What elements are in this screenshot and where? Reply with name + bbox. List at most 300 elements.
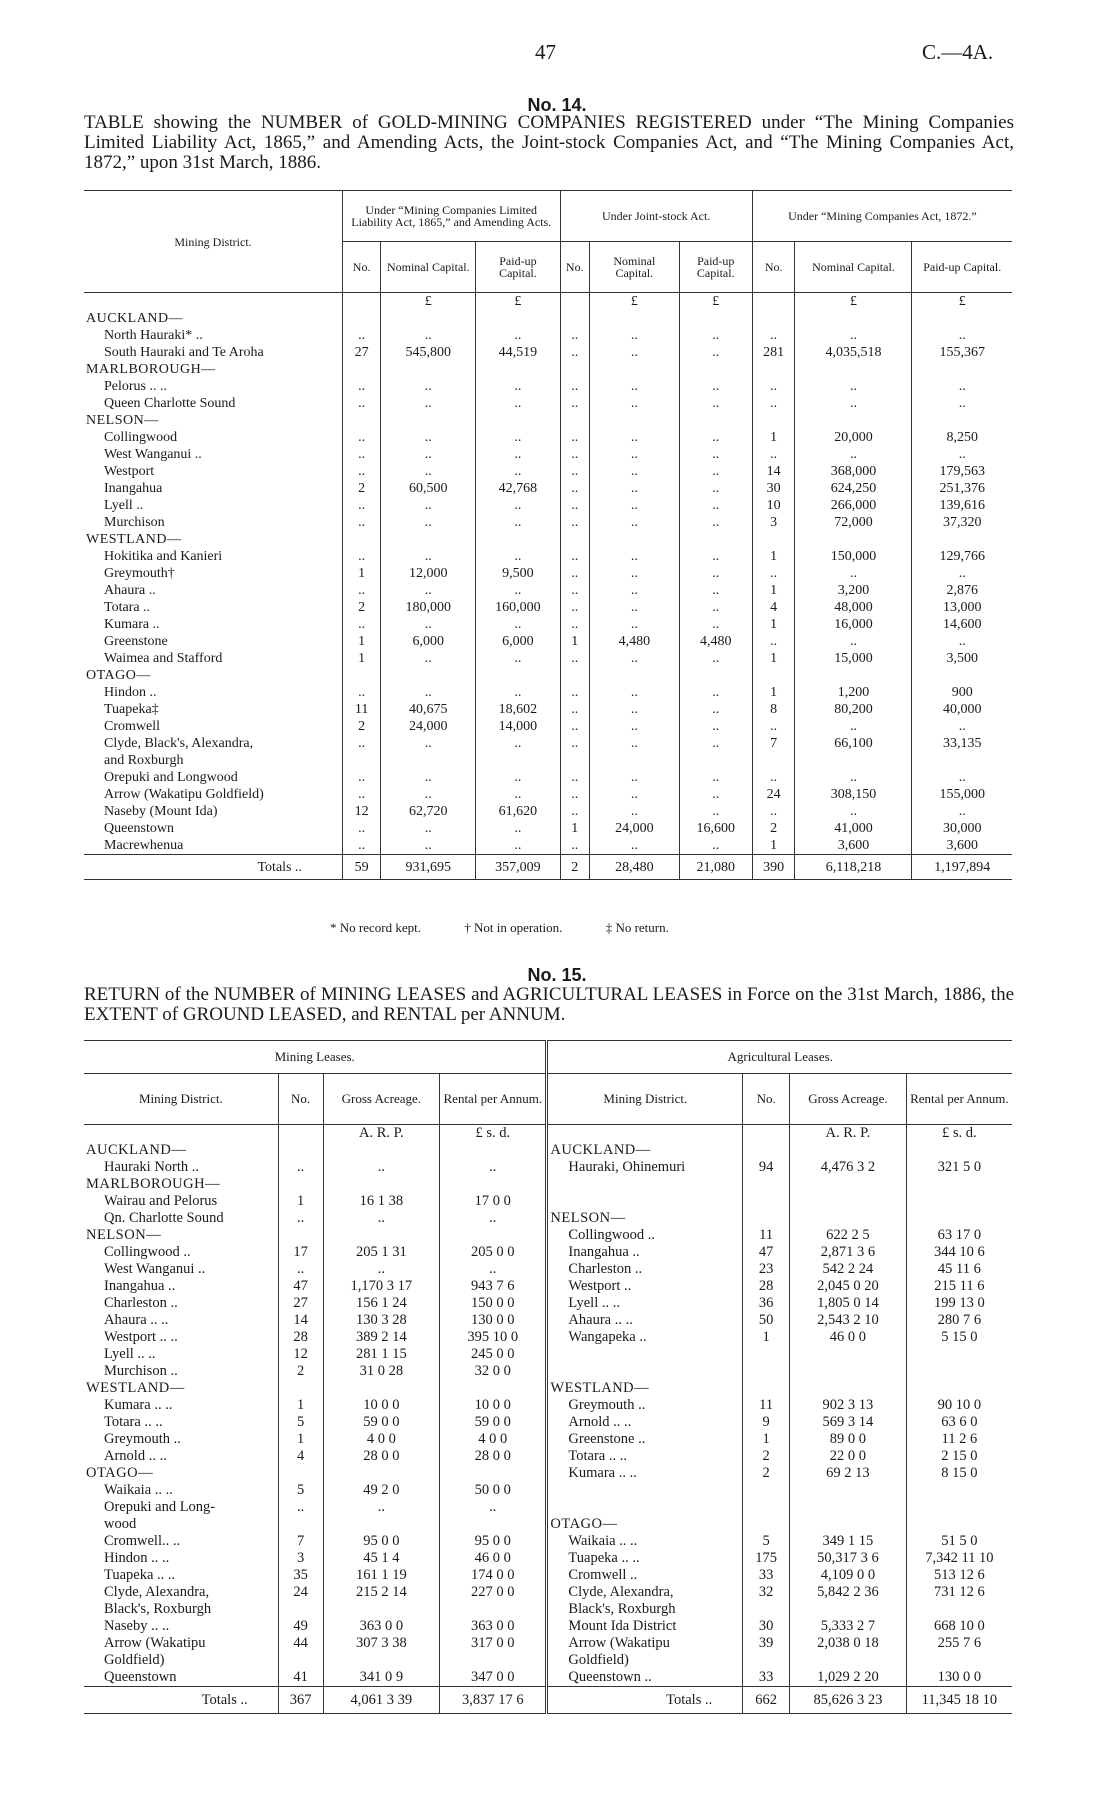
district-name: Collingwood [104, 430, 178, 445]
rental: 347 0 0 [440, 1669, 547, 1687]
gross-acreage [323, 1652, 440, 1669]
currency-row [84, 293, 1012, 311]
table-row [84, 701, 1012, 718]
lease-count [743, 1601, 790, 1618]
rental: 205 0 0 [440, 1244, 547, 1261]
rental: .. [440, 1159, 547, 1176]
cell-value [912, 361, 1012, 378]
cell-value: 1 [560, 820, 590, 837]
cell-value: 1 [343, 565, 381, 582]
cell-value: .. [476, 786, 560, 803]
table-row [84, 1431, 1012, 1448]
cell-value: 3,600 [795, 837, 912, 855]
cell-value [752, 667, 795, 684]
cell-value: .. [343, 429, 381, 446]
cell-value [476, 310, 560, 327]
region-heading: OTAGO— [86, 668, 151, 683]
rental: 11 2 6 [906, 1431, 1012, 1448]
rental: 46 0 0 [440, 1550, 547, 1567]
gross-acreage: 542 2 24 [790, 1261, 907, 1278]
cell-value: .. [679, 480, 752, 497]
cell-value: .. [679, 429, 752, 446]
cell-value: .. [795, 395, 912, 412]
table-row [84, 1329, 1012, 1346]
lease-count [278, 1142, 323, 1159]
district-name: Clyde, Alexandra, [104, 1584, 210, 1600]
cell-value: .. [590, 378, 680, 395]
cell-value [679, 361, 752, 378]
total-value: 662 [743, 1687, 790, 1714]
cell-value [343, 667, 381, 684]
region-heading-row [84, 531, 1012, 548]
cell-value [590, 310, 680, 327]
cell-value: 20,000 [795, 429, 912, 446]
rental: 2 15 0 [906, 1448, 1012, 1465]
cell-value: 80,200 [795, 701, 912, 718]
totals-label: Totals .. [257, 859, 302, 875]
district-name: Queenstown [104, 1669, 177, 1685]
rental: 10 0 0 [440, 1397, 547, 1414]
region-heading: OTAGO— [547, 1516, 743, 1533]
pound-sign: £ [912, 293, 1012, 311]
cell-value [343, 412, 381, 429]
table-row [84, 1584, 1012, 1601]
cell-value: 24 [752, 786, 795, 803]
cell-value: .. [795, 769, 912, 786]
cell-value: .. [590, 701, 680, 718]
cell-value: .. [381, 395, 476, 412]
cell-value: .. [343, 514, 381, 531]
gross-acreage: 2,543 2 10 [790, 1312, 907, 1329]
cell-value: .. [590, 344, 680, 361]
table-14-caption: TABLE showing the NUMBER of GOLD-MINING COMPANIES REGISTERED under “The Mining Companies Limited Liability Act, 1865,” and Amending Acts, the Joint-stock Companies Act, and “The Mining Companies Act, 1872,” upon 31st March, 1886. [84, 112, 1014, 173]
lease-count: 4 [278, 1448, 323, 1465]
table-row [84, 1482, 1012, 1499]
table-14-number: No. 14. [527, 95, 587, 115]
cell-value: .. [343, 616, 381, 633]
district-name: Hokitika and Kanieri [104, 549, 223, 564]
gross-acreage: 69 2 13 [790, 1465, 907, 1482]
district-name: Goldfield) [104, 1652, 165, 1668]
cell-value [343, 531, 381, 548]
lease-count: 1 [278, 1397, 323, 1414]
col-no: No. [560, 242, 590, 293]
gross-acreage: 902 3 13 [790, 1397, 907, 1414]
lease-count: 35 [278, 1567, 323, 1584]
table-row [84, 1652, 1012, 1669]
rental [440, 1227, 547, 1244]
total-value: 21,080 [679, 855, 752, 880]
cell-value: 66,100 [795, 735, 912, 752]
rental: 395 10 0 [440, 1329, 547, 1346]
lease-count: 23 [743, 1261, 790, 1278]
district-name: Greenstone .. [547, 1431, 743, 1448]
cell-value [679, 667, 752, 684]
lease-count [278, 1601, 323, 1618]
district-name: Lyell .. .. [547, 1295, 743, 1312]
cell-value [752, 752, 795, 769]
district-name: Mount Ida District [547, 1618, 743, 1635]
cell-value: 15,000 [795, 650, 912, 667]
gross-acreage: .. [323, 1499, 440, 1516]
table-row [84, 769, 1012, 786]
lease-count [743, 1346, 790, 1363]
table-row [84, 344, 1012, 361]
col-paidup: Paid-up Capital. [679, 242, 752, 293]
gross-acreage [790, 1516, 907, 1533]
region-heading: AUCKLAND— [86, 311, 184, 326]
footnote: † Not in operation. [464, 920, 563, 935]
cell-value [560, 310, 590, 327]
cell-value: .. [590, 429, 680, 446]
district-name: Kumara .. [104, 617, 160, 632]
col-no: No. [278, 1074, 323, 1125]
table-row [84, 1516, 1012, 1533]
cell-value: 281 [752, 344, 795, 361]
cell-value: .. [912, 803, 1012, 820]
region-heading-row [84, 667, 1012, 684]
table-14-footnotes [330, 920, 709, 936]
rental [906, 1482, 1012, 1499]
cell-value: .. [912, 446, 1012, 463]
district-name: Arrow (Wakatipu [104, 1635, 206, 1651]
rental: 4 0 0 [440, 1431, 547, 1448]
cell-value: .. [795, 446, 912, 463]
total-value: 6,118,218 [795, 855, 912, 880]
cell-value: .. [679, 786, 752, 803]
cell-value: 179,563 [912, 463, 1012, 480]
cell-value: .. [381, 446, 476, 463]
table-row [84, 582, 1012, 599]
cell-value: .. [912, 327, 1012, 344]
table-14-body [84, 293, 1012, 855]
cell-value: 27 [343, 344, 381, 361]
cell-value: .. [381, 548, 476, 565]
cell-value: .. [590, 497, 680, 514]
col-group-joint-stock: Under Joint-stock Act. [560, 191, 752, 242]
lease-count: 27 [278, 1295, 323, 1312]
cell-value: .. [381, 327, 476, 344]
district-name: and Roxburgh [104, 753, 184, 768]
cell-value: 42,768 [476, 480, 560, 497]
cell-value: 24,000 [590, 820, 680, 837]
cell-value: 6,000 [476, 633, 560, 650]
cell-value: 16,600 [679, 820, 752, 837]
cell-value: 308,150 [795, 786, 912, 803]
col-nominal: Nominal Capital. [795, 242, 912, 293]
table-row [84, 1465, 1012, 1482]
cell-value: .. [590, 395, 680, 412]
cell-value [381, 361, 476, 378]
gross-acreage [790, 1346, 907, 1363]
cell-value: 40,000 [912, 701, 1012, 718]
district-name: Kumara .. .. [547, 1465, 743, 1482]
region-heading: AUCKLAND— [547, 1142, 743, 1159]
cell-value: .. [560, 327, 590, 344]
cell-value [752, 412, 795, 429]
lease-count: 33 [743, 1567, 790, 1584]
gross-acreage: 1,805 0 14 [790, 1295, 907, 1312]
lease-count: 41 [278, 1669, 323, 1687]
lease-count: 47 [743, 1244, 790, 1261]
lease-count [278, 1380, 323, 1397]
unit-label: £ s. d. [906, 1125, 1012, 1143]
pound-sign: £ [590, 293, 680, 311]
cell-value [912, 667, 1012, 684]
cell-value: 14,600 [912, 616, 1012, 633]
cell-value: 7 [752, 735, 795, 752]
cell-value [795, 361, 912, 378]
cell-value: 251,376 [912, 480, 1012, 497]
page-number: 47 [535, 40, 556, 64]
lease-count: 14 [278, 1312, 323, 1329]
district-name: Cromwell [104, 719, 160, 734]
cell-value: .. [590, 837, 680, 855]
district-name: Charleston .. [547, 1261, 743, 1278]
rental: 5 15 0 [906, 1329, 1012, 1346]
cell-value [912, 310, 1012, 327]
rental: .. [440, 1261, 547, 1278]
cell-value: .. [912, 395, 1012, 412]
cell-value: 2,876 [912, 582, 1012, 599]
cell-value: .. [590, 718, 680, 735]
cell-value [590, 531, 680, 548]
gross-acreage [790, 1652, 907, 1669]
gross-acreage [323, 1227, 440, 1244]
col-mining-district: Mining District. [138, 1091, 223, 1106]
district-name: Tuapeka‡ [104, 702, 159, 717]
cell-value: .. [752, 565, 795, 582]
rental: 668 10 0 [906, 1618, 1012, 1635]
col-group-agricultural-leases: Agricultural Leases. [547, 1041, 1012, 1074]
cell-value: .. [679, 616, 752, 633]
cell-value: 1 [752, 650, 795, 667]
cell-value [679, 310, 752, 327]
col-paidup: Paid-up Capital. [912, 242, 1012, 293]
col-rental: Rental per Annum. [440, 1074, 547, 1125]
lease-count: 7 [278, 1533, 323, 1550]
district-name: Inangahua .. [104, 1278, 176, 1294]
rental: 174 0 0 [440, 1567, 547, 1584]
district-name: South Hauraki and Te Aroha [104, 345, 264, 360]
pound-sign: £ [679, 293, 752, 311]
cell-value: .. [476, 769, 560, 786]
table-row [84, 1363, 1012, 1380]
table-row [84, 616, 1012, 633]
lease-count: 39 [743, 1635, 790, 1652]
rental: 130 0 0 [906, 1669, 1012, 1687]
col-group-1872-act: Under “Mining Companies Act, 1872.” [752, 191, 1012, 242]
lease-count [743, 1499, 790, 1516]
district-name: Wairau and Pelorus [104, 1193, 218, 1209]
document-reference: C.—4A. [922, 40, 994, 64]
lease-count: 5 [743, 1533, 790, 1550]
gross-acreage: 10 0 0 [323, 1397, 440, 1414]
region-heading-row [84, 412, 1012, 429]
cell-value: 1 [752, 582, 795, 599]
cell-value: .. [590, 769, 680, 786]
district-name: Murchison [104, 515, 165, 530]
cell-value: .. [679, 837, 752, 855]
cell-value [679, 752, 752, 769]
lease-count: 12 [278, 1346, 323, 1363]
district-name: Orepuki and Long- [104, 1499, 216, 1515]
table-row [84, 378, 1012, 395]
cell-value: .. [752, 718, 795, 735]
cell-value: .. [343, 395, 381, 412]
gross-acreage [790, 1482, 907, 1499]
cell-value: .. [590, 480, 680, 497]
rental [440, 1652, 547, 1669]
gross-acreage: 45 1 4 [323, 1550, 440, 1567]
cell-value: .. [560, 582, 590, 599]
table-row [84, 1142, 1012, 1159]
rental [906, 1516, 1012, 1533]
table-row [84, 327, 1012, 344]
region-heading: MARLBOROUGH— [86, 362, 216, 377]
cell-value: 10 [752, 497, 795, 514]
table-row [84, 1176, 1012, 1193]
cell-value: .. [381, 497, 476, 514]
total-value: 357,009 [476, 855, 560, 880]
cell-value: .. [476, 514, 560, 531]
cell-value: .. [912, 565, 1012, 582]
cell-value: .. [476, 446, 560, 463]
cell-value: 4,035,518 [795, 344, 912, 361]
units-row [84, 1125, 1012, 1143]
gross-acreage [790, 1380, 907, 1397]
region-heading: WESTLAND— [547, 1380, 743, 1397]
col-gross-acreage: Gross Acreage. [790, 1074, 907, 1125]
cell-value [343, 361, 381, 378]
district-name: Greymouth .. [104, 1431, 181, 1447]
cell-value: 3,500 [912, 650, 1012, 667]
cell-value: .. [679, 378, 752, 395]
table-row [84, 1346, 1012, 1363]
cell-value: 3,200 [795, 582, 912, 599]
gross-acreage: 59 0 0 [323, 1414, 440, 1431]
gross-acreage: 46 0 0 [790, 1329, 907, 1346]
cell-value: .. [679, 650, 752, 667]
table-row [84, 1193, 1012, 1210]
district-name: Pelorus .. .. [104, 379, 167, 394]
district-name: Arnold .. .. [547, 1414, 743, 1431]
table-row [84, 735, 1012, 752]
cell-value: .. [679, 803, 752, 820]
col-paidup: Paid-up Capital. [476, 242, 560, 293]
table-row [84, 1601, 1012, 1618]
rental: 943 7 6 [440, 1278, 547, 1295]
region-heading: WESTLAND— [86, 532, 182, 547]
cell-value: 33,135 [912, 735, 1012, 752]
cell-value [476, 412, 560, 429]
cell-value [560, 667, 590, 684]
district-name [547, 1346, 743, 1363]
cell-value [560, 752, 590, 769]
cell-value: 1 [343, 650, 381, 667]
cell-value: 24,000 [381, 718, 476, 735]
gross-acreage: 389 2 14 [323, 1329, 440, 1346]
col-no: No. [752, 242, 795, 293]
cell-value: .. [560, 735, 590, 752]
rental [906, 1346, 1012, 1363]
cell-value: 155,367 [912, 344, 1012, 361]
gross-acreage: 4 0 0 [323, 1431, 440, 1448]
gross-acreage: 28 0 0 [323, 1448, 440, 1465]
district-name: Totara .. .. [547, 1448, 743, 1465]
district-name: Lyell .. .. [104, 1346, 156, 1362]
cell-value [752, 310, 795, 327]
cell-value: .. [679, 446, 752, 463]
cell-value: .. [560, 548, 590, 565]
lease-count [743, 1210, 790, 1227]
region-heading: OTAGO— [86, 1465, 154, 1481]
gross-acreage: 5,842 2 36 [790, 1584, 907, 1601]
rental: 63 6 0 [906, 1414, 1012, 1431]
district-name: Westport .. [547, 1278, 743, 1295]
rental: 255 7 6 [906, 1635, 1012, 1652]
unit-label: £ s. d. [440, 1125, 547, 1143]
rental: 95 0 0 [440, 1533, 547, 1550]
totals-label: Totals .. [547, 1687, 743, 1714]
gross-acreage: 307 3 38 [323, 1635, 440, 1652]
cell-value: .. [560, 429, 590, 446]
gross-acreage [323, 1176, 440, 1193]
pound-sign: £ [381, 293, 476, 311]
rental [440, 1142, 547, 1159]
footnote: * No record kept. [330, 920, 421, 935]
rental: 215 11 6 [906, 1278, 1012, 1295]
cell-value: 2 [343, 599, 381, 616]
gross-acreage: 4,476 3 2 [790, 1159, 907, 1176]
cell-value: .. [590, 327, 680, 344]
cell-value [590, 361, 680, 378]
cell-value: .. [795, 718, 912, 735]
cell-value: 4,480 [679, 633, 752, 650]
cell-value: .. [679, 701, 752, 718]
district-name: Queenstown .. [547, 1669, 743, 1687]
rental: 363 0 0 [440, 1618, 547, 1635]
cell-value: .. [590, 650, 680, 667]
cell-value: 14 [752, 463, 795, 480]
cell-value [912, 752, 1012, 769]
cell-value: 3,600 [912, 837, 1012, 855]
cell-value: .. [560, 463, 590, 480]
cell-value: 44,519 [476, 344, 560, 361]
gross-acreage: 4,109 0 0 [790, 1567, 907, 1584]
district-name [547, 1193, 743, 1210]
cell-value: .. [343, 446, 381, 463]
district-name: Arrow (Wakatipu Goldfield) [104, 787, 264, 802]
district-name: Greymouth .. [547, 1397, 743, 1414]
cell-value: .. [560, 701, 590, 718]
pound-sign: £ [476, 293, 560, 311]
cell-value: .. [381, 616, 476, 633]
pound-sign: £ [795, 293, 912, 311]
cell-value: .. [560, 599, 590, 616]
rental: 321 5 0 [906, 1159, 1012, 1176]
table-row [84, 1550, 1012, 1567]
cell-value: 129,766 [912, 548, 1012, 565]
rental: 59 0 0 [440, 1414, 547, 1431]
col-group-1865-act: Under “Mining Companies Limited Liability Act, 1865,” and Amending Acts. [343, 191, 561, 242]
cell-value: .. [752, 378, 795, 395]
cell-value: .. [795, 327, 912, 344]
gross-acreage [790, 1601, 907, 1618]
rental: 8 15 0 [906, 1465, 1012, 1482]
gross-acreage: 2,871 3 6 [790, 1244, 907, 1261]
cell-value: .. [560, 837, 590, 855]
